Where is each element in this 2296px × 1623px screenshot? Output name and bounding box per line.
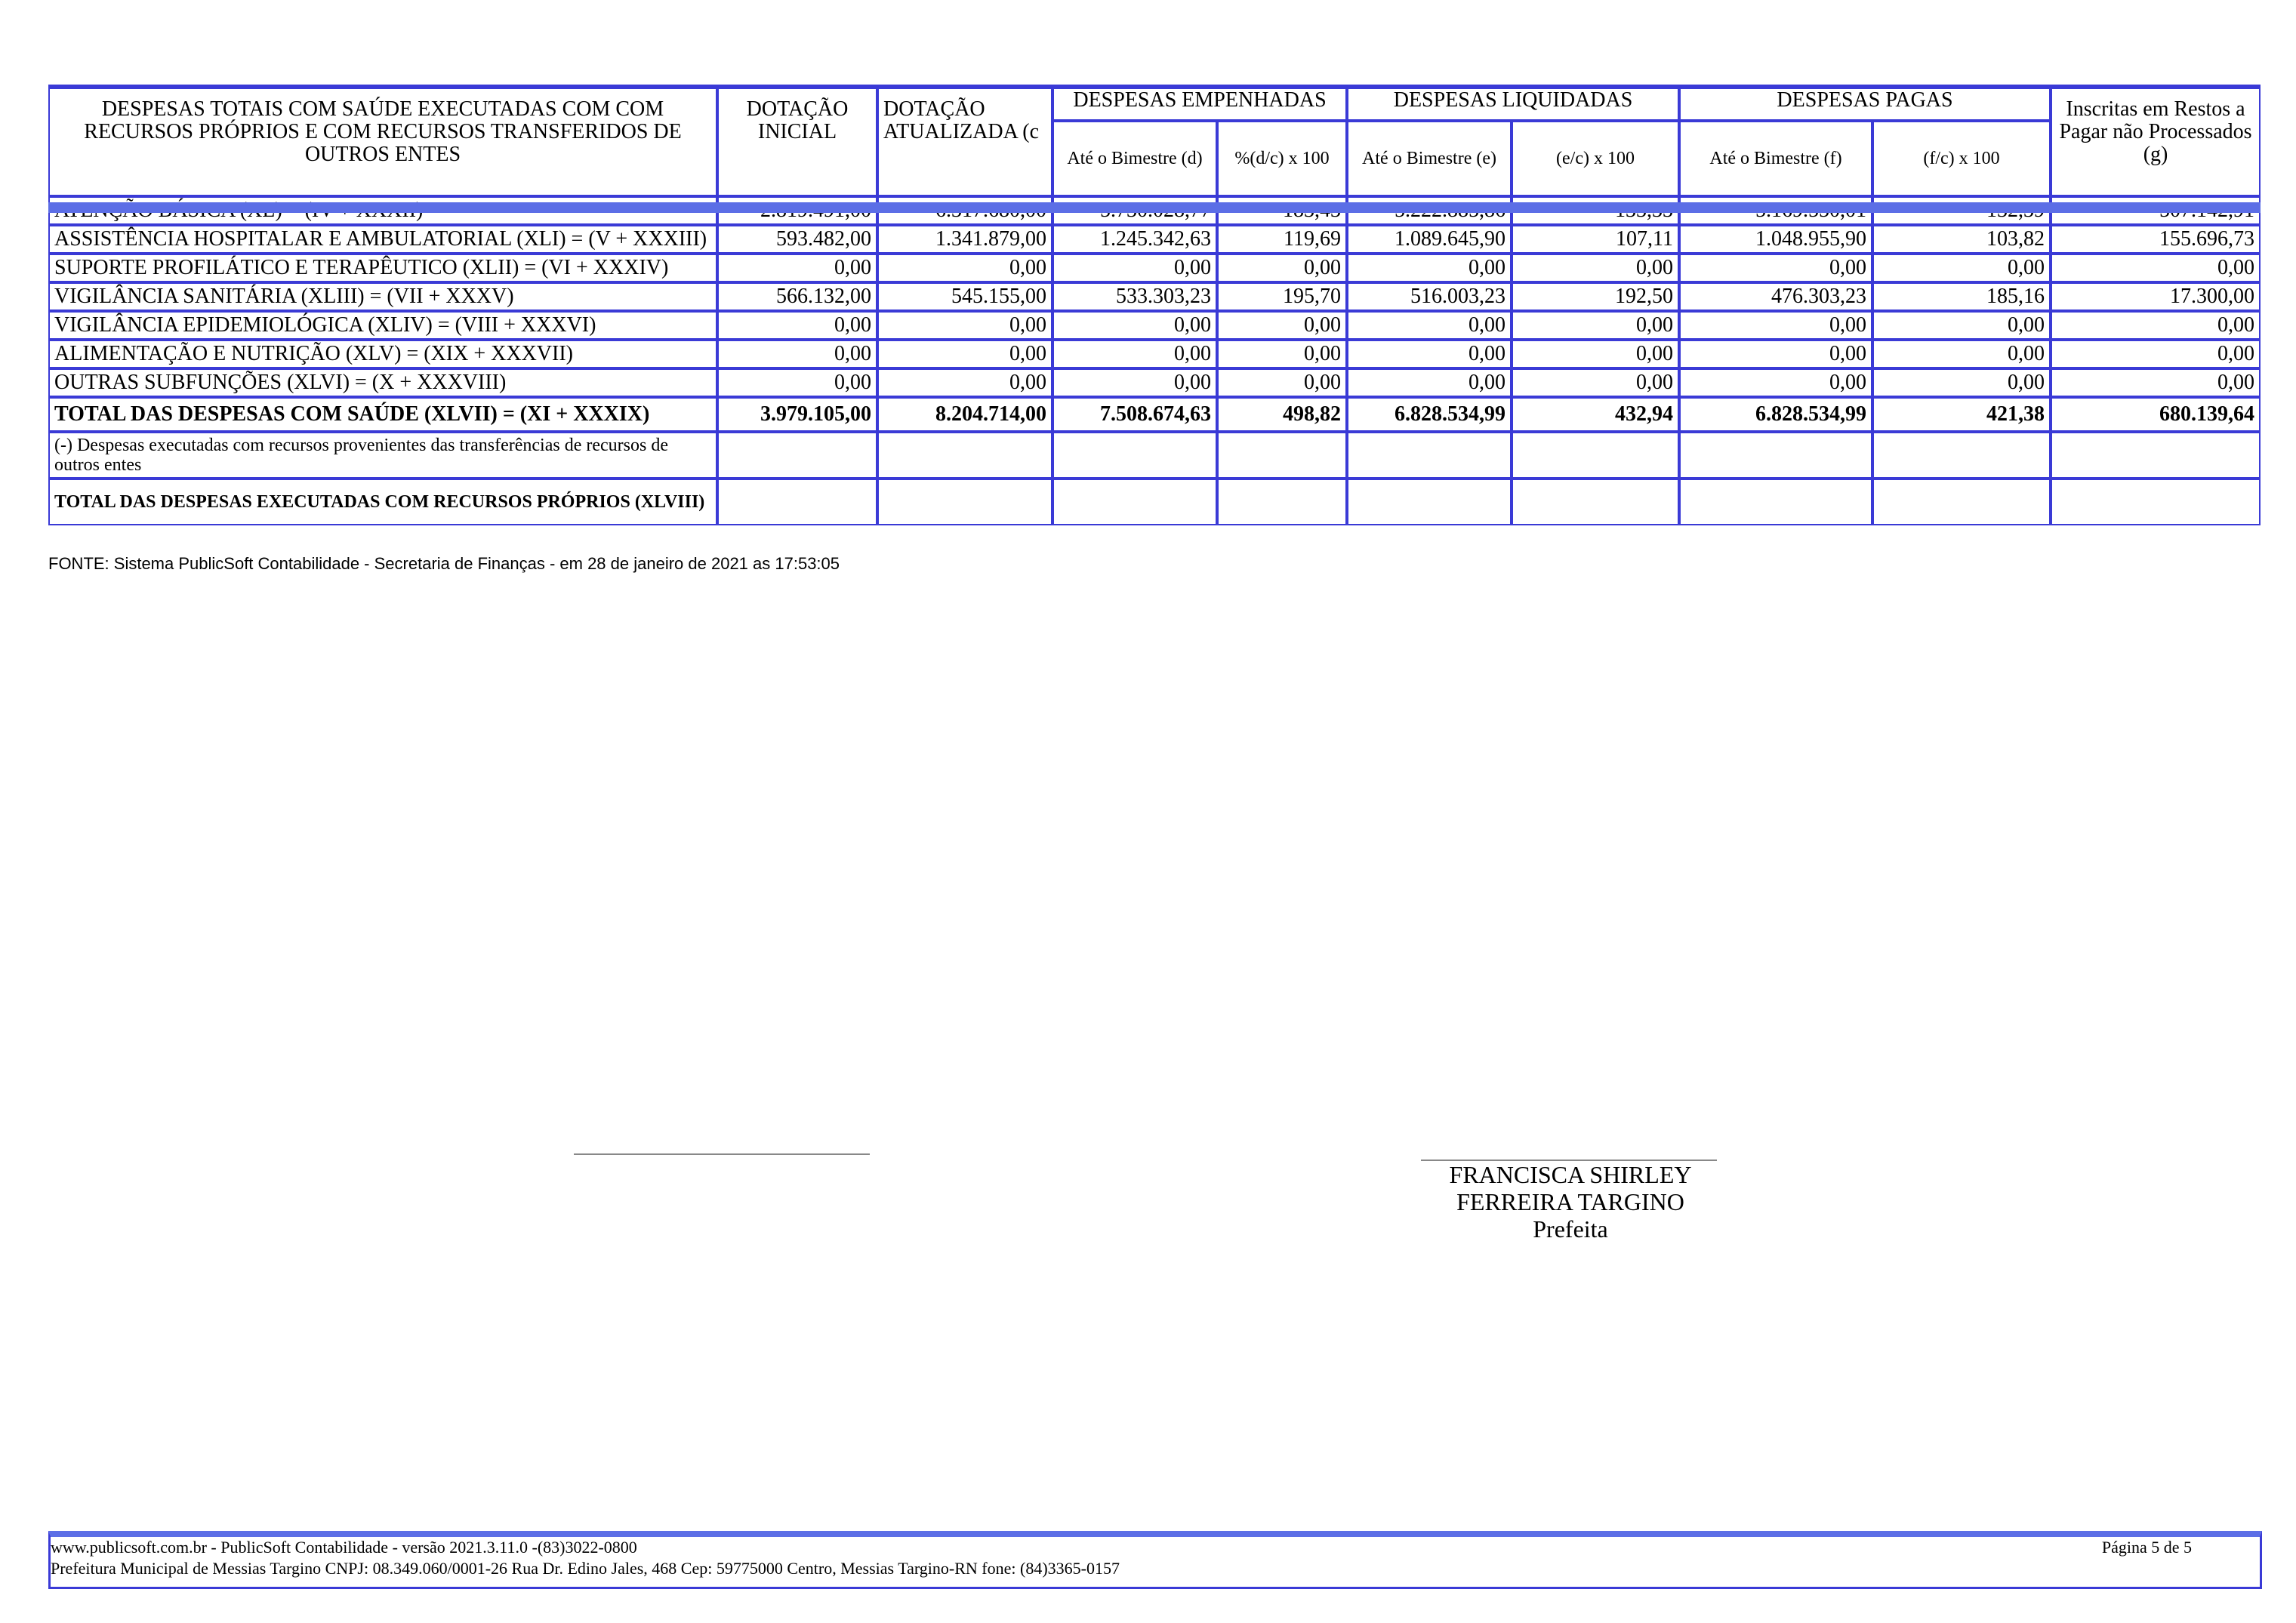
row-label: VIGILÂNCIA EPIDEMIOLÓGICA (XLIV) = (VIII + XXXVI) [48, 311, 717, 340]
row-label: ALIMENTAÇÃO E NUTRIÇÃO (XLV) = (XIX + XXXVII) [48, 340, 717, 368]
row-value: 566.132,00 [717, 282, 877, 311]
signer-name-1: FRANCISCA SHIRLEY [1449, 1161, 1692, 1188]
header-liquidadas: DESPESAS LIQUIDADAS [1347, 88, 1679, 121]
row-value: 0,00 [1347, 254, 1512, 282]
row-value: 0,00 [2051, 340, 2261, 368]
signature-line-left [574, 1153, 870, 1155]
row-value: 0,00 [1872, 254, 2051, 282]
row-value: 0,00 [2051, 311, 2261, 340]
row-value: 0,00 [2051, 254, 2261, 282]
row-value: 119,69 [1217, 225, 1347, 254]
row-value: 0,00 [1347, 340, 1512, 368]
proprios-row [48, 479, 2261, 525]
row-label: VIGILÂNCIA SANITÁRIA (XLIII) = (VII + XXXV) [48, 282, 717, 311]
table-row [48, 368, 2261, 397]
row-value: 0,00 [2051, 368, 2261, 397]
row-value: 0,00 [877, 311, 1052, 340]
row-label: ASSISTÊNCIA HOSPITALAR E AMBULATORIAL (XLI) = (V + XXXIII) [48, 225, 717, 254]
row-value: 0,00 [1052, 340, 1217, 368]
row-value: 0,00 [1052, 311, 1217, 340]
footer-line-2: Prefeitura Municipal de Messias Targino CNPJ: 08.349.060/0001-26 Rua Dr. Edino Jales, 468 Cep: 59775000 Centro, Messias Targino-RN fone: (84)3365-0157 [51, 1559, 1120, 1578]
header-ate-d: Até o Bimestre (d) [1052, 121, 1217, 196]
row-value: 0,00 [1217, 254, 1347, 282]
header-empenhadas: DESPESAS EMPENHADAS [1052, 88, 1347, 121]
total-label: TOTAL DAS DESPESAS COM SAÚDE (XLVII) = (XI + XXXIX) [48, 397, 717, 432]
row-value: 0,00 [1872, 368, 2051, 397]
row-value: 107,11 [1512, 225, 1679, 254]
table-row [48, 311, 2261, 340]
header-dotacao-inicial: DOTAÇÃO INICIAL [717, 88, 877, 196]
row-value: 185,16 [1872, 282, 2051, 311]
row-value: 0,00 [717, 340, 877, 368]
transfer-row [48, 432, 2261, 479]
row-value: 0,00 [1052, 254, 1217, 282]
row-value: 533.303,23 [1052, 282, 1217, 311]
row-value: 192,50 [1512, 282, 1679, 311]
row-value: 0,00 [1679, 311, 1872, 340]
row-value: 0,00 [717, 254, 877, 282]
row-value: 0,00 [1872, 340, 2051, 368]
row-value: 0,00 [1679, 254, 1872, 282]
header-pct-e: (e/c) x 100 [1512, 121, 1679, 196]
total-value: 3.979.105,00 [717, 397, 877, 432]
row-value: 103,82 [1872, 225, 2051, 254]
row-value: 0,00 [1872, 311, 2051, 340]
row-value: 0,00 [1347, 311, 1512, 340]
row-value: 0,00 [1217, 311, 1347, 340]
row-value: 0,00 [877, 368, 1052, 397]
row-value: 17.300,00 [2051, 282, 2261, 311]
row-value: 545.155,00 [877, 282, 1052, 311]
footer-line-1: www.publicsoft.com.br - PublicSoft Contabilidade - versão 2021.3.11.0 -(83)3022-0800 [51, 1538, 637, 1557]
row-value: 0,00 [1052, 368, 1217, 397]
total-value: 421,38 [1872, 397, 2051, 432]
row-value: 0,00 [1512, 254, 1679, 282]
table-row [48, 254, 2261, 282]
page-footer [48, 1531, 2262, 1589]
row-value: 155.696,73 [2051, 225, 2261, 254]
proprios-label: TOTAL DAS DESPESAS EXECUTADAS COM RECURSOS PRÓPRIOS (XLVIII) [48, 479, 717, 525]
total-value: 6.828.534,99 [1679, 397, 1872, 432]
row-value: 0,00 [1217, 340, 1347, 368]
signature-block [1382, 1161, 1759, 1243]
row-value: 0,00 [1679, 340, 1872, 368]
row-value: 0,00 [877, 254, 1052, 282]
page-number: Página 5 de 5 [2101, 1538, 2192, 1557]
header-pagas: DESPESAS PAGAS [1679, 88, 2051, 121]
row-value: 0,00 [1512, 311, 1679, 340]
total-value: 8.204.714,00 [877, 397, 1052, 432]
row-value: 1.245.342,63 [1052, 225, 1217, 254]
row-value: 1.341.879,00 [877, 225, 1052, 254]
row-value: 0,00 [1679, 368, 1872, 397]
total-value: 498,82 [1217, 397, 1347, 432]
total-value: 7.508.674,63 [1052, 397, 1217, 432]
table-row [48, 225, 2261, 254]
table-row [48, 340, 2261, 368]
row-value: 0,00 [717, 311, 877, 340]
header-pct-d: %(d/c) x 100 [1217, 121, 1347, 196]
header-pct-f: (f/c) x 100 [1872, 121, 2051, 196]
row-value: 0,00 [877, 340, 1052, 368]
total-value: 432,94 [1512, 397, 1679, 432]
total-value: 680.139,64 [2051, 397, 2261, 432]
header-band [48, 202, 2261, 213]
row-label: OUTRAS SUBFUNÇÕES (XLVI) = (X + XXXVIII) [48, 368, 717, 397]
row-value: 0,00 [1347, 368, 1512, 397]
row-value: 0,00 [1217, 368, 1347, 397]
header-dotacao-atualizada: DOTAÇÃO ATUALIZADA (c [877, 88, 1052, 196]
row-value: 593.482,00 [717, 225, 877, 254]
row-value: 1.048.955,90 [1679, 225, 1872, 254]
row-label: SUPORTE PROFILÁTICO E TERAPÊUTICO (XLII) = (VI + XXXIV) [48, 254, 717, 282]
header-inscritas: Inscritas em Restos a Pagar não Processados (g) [2051, 88, 2261, 196]
health-expenses-table [48, 88, 2261, 525]
row-value: 0,00 [717, 368, 877, 397]
row-value: 195,70 [1217, 282, 1347, 311]
header-ate-e: Até o Bimestre (e) [1347, 121, 1512, 196]
row-value: 0,00 [1512, 368, 1679, 397]
header-description: DESPESAS TOTAIS COM SAÚDE EXECUTADAS COM COM RECURSOS PRÓPRIOS E COM RECURSOS TRANSFERIDOS DE OUTROS ENTES [48, 88, 717, 196]
signer-name-2: FERREIRA TARGINO [1456, 1188, 1684, 1215]
row-value: 1.089.645,90 [1347, 225, 1512, 254]
row-value: 516.003,23 [1347, 282, 1512, 311]
row-value: 476.303,23 [1679, 282, 1872, 311]
source-note: FONTE: Sistema PublicSoft Contabilidade - Secretaria de Finanças - em 28 de janeiro de 2021 as 17:53:05 [48, 554, 840, 573]
total-row [48, 397, 2261, 432]
transfer-label: (-) Despesas executadas com recursos provenientes das transferências de recursos de outros entes [48, 432, 717, 479]
signer-role: Prefeita [1533, 1215, 1608, 1243]
table-row [48, 282, 2261, 311]
row-value: 0,00 [1512, 340, 1679, 368]
header-ate-f: Até o Bimestre (f) [1679, 121, 1872, 196]
total-value: 6.828.534,99 [1347, 397, 1512, 432]
